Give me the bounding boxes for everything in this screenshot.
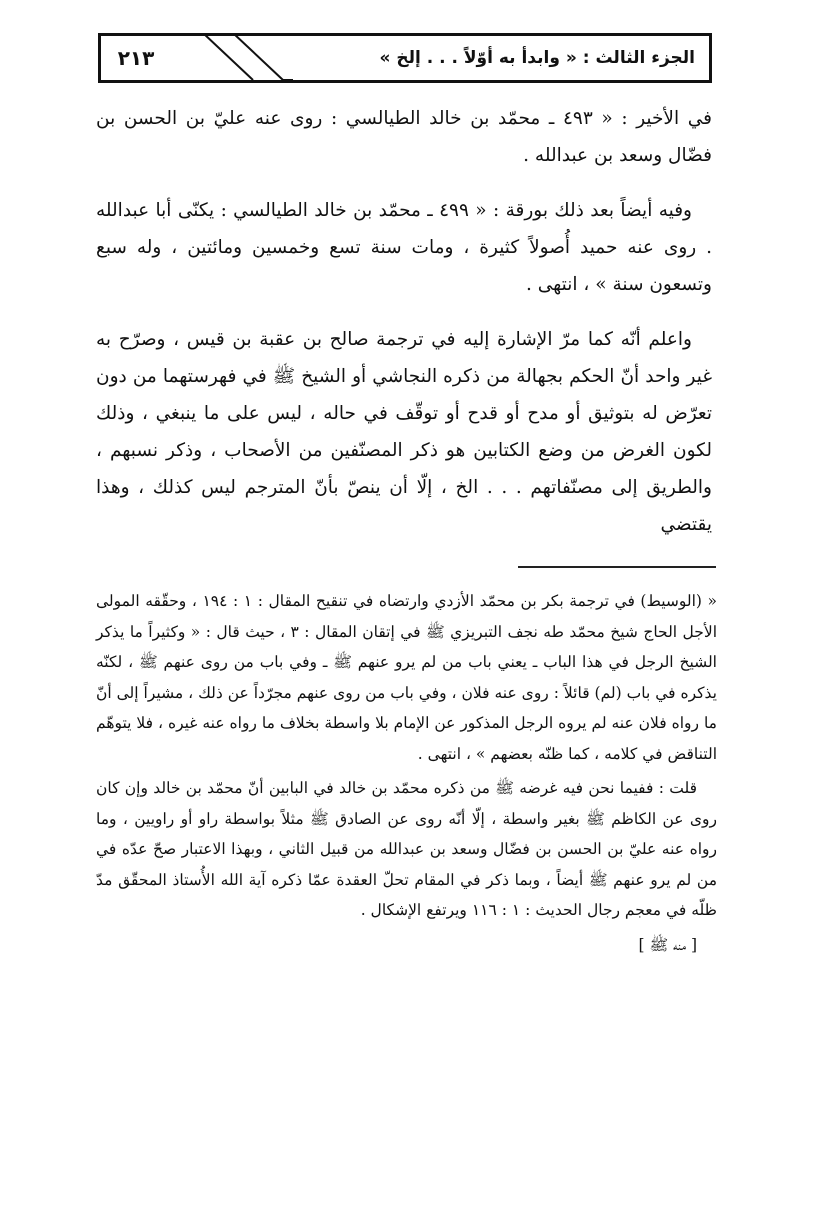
running-title: الجزء الثالث : « وابدأ به أوّلاً . . . إلخ »	[379, 48, 695, 68]
footnote-2: قلت : ففيما نحن فيه غرضه ﷺ من ذكره محمّد بن خالد في البابين أنّ محمّد بن خالد وإن كان روى عن الكاظم ﷺ بغير واسطة ، إلّا أنّه روى عن الصادق ﷺ مثلاً بواسطة راو أو راويين ، وما رواه عنه عليّ بن الحسن بن فضّال وسعد بن عبدالله من قبيل الثاني ، وبهذا الاعتبار صحّ عدّه في من لم يرو عنهم ﷺ أيضاً ، وبما ذكر في المقام تحلّ العقدة عمّا ذكره آية الله الأُستاذ المحقّق مدّ ظلّه في معجم رجال الحديث : ١ : ١١٦ ويرتفع الإشكال .	[96, 779, 717, 919]
main-text	[96, 100, 712, 561]
footnote-separator	[518, 566, 716, 568]
footnote-1: « (الوسيط) في ترجمة بكر بن محمّد الأزدي وارتضاه في تنقيح المقال : ١ : ١٩٤ ، وحقّقه المولى الأجل الحاج شيخ محمّد طه نجف التبريزي ﷺ في إتقان المقال : ٣ ، حيث قال : « وكثيراً ما يذكر الشيخ الرجل في هذا الباب ـ يعني باب من لم يرو عنهم ﷺ ـ وفي باب من روى عنهم ﷺ ، لكنّه يذكره في باب (لم) قائلاً : روى عنه فلان ، وفي باب من روى عنهم مجرّداً عن ذلك ، مشيراً إلى أنّ ما رواه فلان عنه لم يروه الرجل المذكور عن الإمام بلا واسطة بخلاف ما رواه عنه غيره ، فلا يتوهّم التناقض في كلامه ، كما ظنّه بعضهم » ، انتهى .	[96, 592, 717, 763]
header-diagonal-ornament	[153, 33, 353, 83]
footnote-signature: [ منه ﷺ ]	[638, 935, 697, 954]
paragraph-3: واعلم أنّه كما مرّ الإشارة إليه في ترجمة صالح بن عقبة بن قيس ، وصرّح به غير واحد أنّ الحكم بجهالة من ذكره النجاشي أو الشيخ ﷺ في فهرستهما من دون تعرّض له بتوثيق أو مدح أو قدح أو توقّف في حاله ، ليس على ما ينبغي ، وذلك لكون الغرض من وضع الكتابين هو ذكر المصنّفين من الأصحاب ، وذكر نسبهم ، والطريق إلى مصنّفاتهم . . . الخ ، إلّا أن ينصّ بأنّ المترجم ليس كذلك ، وهذا يقتضي	[96, 329, 712, 535]
paragraph-2: وفيه أيضاً بعد ذلك بورقة : « ٤٩٩ ـ محمّد بن خالد الطيالسي : يكنّى أبا عبدالله . روى عنه حميد أُصولاً كثيرة ، ومات سنة تسع وخمسين ومائتين ، وله سبع وتسعون سنة » ، انتهى .	[96, 200, 712, 295]
footnotes	[96, 586, 717, 964]
page-number: ٢١٣	[117, 46, 155, 70]
paragraph-1: في الأخير : « ٤٩٣ ـ محمّد بن خالد الطيالسي : روى عنه عليّ بن الحسن بن فضّال وسعد بن عبدالله .	[96, 108, 712, 166]
page-header	[98, 33, 712, 83]
